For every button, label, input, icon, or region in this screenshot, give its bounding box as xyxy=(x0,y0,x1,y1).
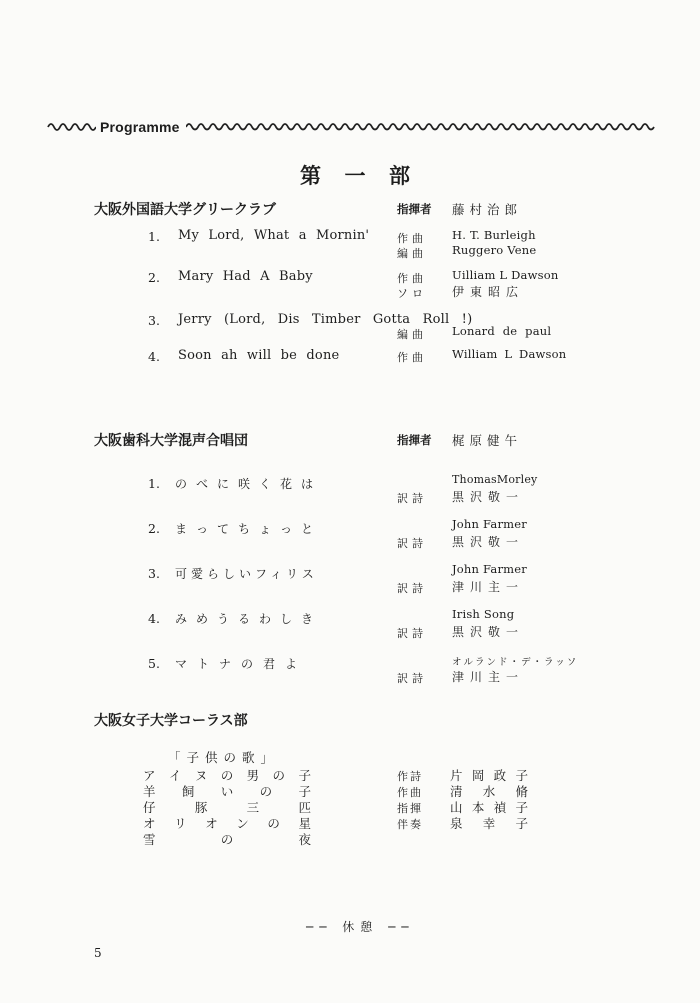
credit-name: H. T. Burleigh xyxy=(452,228,536,242)
char: の xyxy=(259,784,273,799)
credit-role: 作曲 xyxy=(397,232,427,245)
char: 本 xyxy=(471,800,485,815)
char: 豚 xyxy=(194,800,208,815)
song-title: マトナの君よ xyxy=(175,657,308,671)
credit-name: Lonard de paul xyxy=(452,324,552,338)
char: オ xyxy=(143,816,156,831)
char: 子 xyxy=(515,816,528,831)
char: 片 xyxy=(450,768,463,783)
char: 子 xyxy=(298,768,311,783)
char: 雪 xyxy=(143,832,156,847)
char: 禎 xyxy=(493,800,507,815)
staff-role: 作曲 xyxy=(397,786,423,799)
char: 三 xyxy=(246,800,260,815)
song-title: 可愛らしいフィリス xyxy=(175,567,318,581)
conductor-name: 梶原健午 xyxy=(452,433,523,448)
song-number: 1. xyxy=(148,229,160,244)
credit-name: William L Dawson xyxy=(452,347,567,361)
song-number: 5. xyxy=(148,656,160,671)
char: 清 xyxy=(450,784,463,799)
suite-item xyxy=(143,830,311,848)
char: 仔 xyxy=(143,800,156,815)
translator-name: 黒沢敬一 xyxy=(452,625,525,639)
part-title xyxy=(300,160,410,190)
translator-name: 黒沢敬一 xyxy=(452,535,525,549)
translator-name: 津川主一 xyxy=(452,670,525,684)
credit-role: 編曲 xyxy=(397,328,427,341)
page-number: 5 xyxy=(94,946,102,960)
char: 幸 xyxy=(482,816,496,831)
song-number: 3. xyxy=(148,313,160,328)
song-title: Soon ah will be done xyxy=(178,348,340,363)
song-title: まってちょっと xyxy=(175,522,323,536)
char: 子 xyxy=(515,800,528,815)
char: ヌ xyxy=(194,768,208,783)
char: 泉 xyxy=(450,816,463,831)
composer: John Farmer xyxy=(452,562,527,576)
credit-name: Ruggero Vene xyxy=(452,243,537,257)
char: 子 xyxy=(298,784,311,799)
credit-role: 編曲 xyxy=(397,247,427,260)
credit-role: ソロ xyxy=(397,287,427,300)
char: の xyxy=(220,768,234,783)
char: い xyxy=(220,784,234,799)
staff-role: 伴奏 xyxy=(397,818,423,831)
char: ン xyxy=(236,816,249,831)
char: 山 xyxy=(450,800,463,815)
song-number: 1. xyxy=(148,476,160,491)
translator-name: 津川主一 xyxy=(452,580,525,594)
composer: Irish Song xyxy=(452,607,515,621)
char: 夜 xyxy=(298,832,311,847)
song-title: Jerry (Lord, Dis Timber Gotta Roll !) xyxy=(178,312,473,327)
song-number: 4. xyxy=(148,611,160,626)
char: 脩 xyxy=(515,784,528,799)
char: 子 xyxy=(515,768,528,783)
wave-ornament-left xyxy=(46,120,96,132)
song-number: 2. xyxy=(148,270,160,285)
conductor-role: 指揮者 xyxy=(397,202,432,216)
credit-role: 作曲 xyxy=(397,351,427,364)
part-title-char: 一 xyxy=(344,164,366,188)
char: 政 xyxy=(493,768,507,783)
credit-name: 伊東昭広 xyxy=(452,285,525,299)
char: イ xyxy=(168,768,182,783)
translator-name: 黒沢敬一 xyxy=(452,490,525,504)
song-number: 4. xyxy=(148,349,160,364)
char: 飼 xyxy=(181,784,195,799)
suite-title: 「子供の歌」 xyxy=(168,750,280,765)
translator-role: 訳詩 xyxy=(397,582,427,595)
choir-name: 大阪外国語大学グリークラブ xyxy=(94,202,276,218)
char: リ xyxy=(174,816,187,831)
translator-role: 訳詩 xyxy=(397,537,427,550)
song-number: 2. xyxy=(148,521,160,536)
char: 羊 xyxy=(143,784,156,799)
intermission: ── 休憩 ── xyxy=(306,920,415,934)
song-title: のべに咲く花は xyxy=(175,477,323,491)
staff-name xyxy=(450,814,528,832)
char: 男 xyxy=(246,768,260,783)
char: の xyxy=(272,768,286,783)
conductor-role: 指揮者 xyxy=(397,433,432,447)
composer: ThomasMorley xyxy=(452,473,538,486)
song-title: みめうるわしき xyxy=(175,612,323,626)
song-title: Mary Had A Baby xyxy=(178,269,313,284)
credit-name: Uilliam L Dawson xyxy=(452,268,559,282)
staff-role: 指揮 xyxy=(397,802,423,815)
song-title: My Lord, What a Mornin' xyxy=(178,228,370,243)
char: 水 xyxy=(482,784,496,799)
choir-name: 大阪女子大学コーラス部 xyxy=(94,713,248,729)
char: オ xyxy=(205,816,218,831)
composer: オルランド・デ・ラッソ xyxy=(452,657,579,668)
char: の xyxy=(220,832,234,847)
char: 岡 xyxy=(471,768,485,783)
translator-role: 訳詩 xyxy=(397,492,427,505)
char: 匹 xyxy=(298,800,311,815)
composer: John Farmer xyxy=(452,517,527,531)
char: の xyxy=(267,816,280,831)
wave-ornament-right xyxy=(186,120,656,132)
choir-name: 大阪歯科大学混声合唱団 xyxy=(94,433,248,449)
credit-role: 作曲 xyxy=(397,272,427,285)
char: 星 xyxy=(298,816,311,831)
translator-role: 訳詩 xyxy=(397,627,427,640)
part-title-char: 部 xyxy=(389,164,410,188)
staff-role: 作詩 xyxy=(397,770,423,783)
programme-heading: Programme xyxy=(100,119,180,135)
part-title-char: 第 xyxy=(300,164,321,188)
song-number: 3. xyxy=(148,566,160,581)
conductor-name: 藤村治郎 xyxy=(452,202,523,217)
char: ア xyxy=(143,768,156,783)
translator-role: 訳詩 xyxy=(397,672,427,685)
